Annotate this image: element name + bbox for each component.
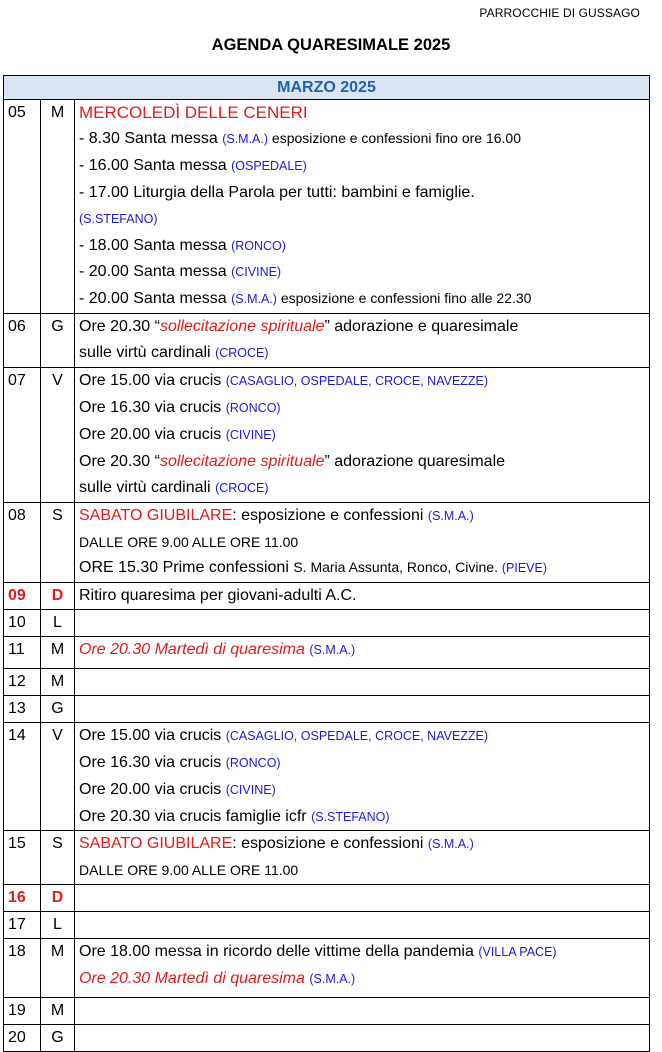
event-line: Ore 16.30 via crucis (RONCO) <box>79 753 281 771</box>
day-of-week: V <box>41 722 75 831</box>
day-number: 09 <box>4 583 41 610</box>
event-line: ORE 15.30 Prime confessioni S. Maria Assunta, Ronco, Civine. (PIEVE) <box>79 559 548 577</box>
day-of-week: D <box>41 583 75 610</box>
event-cell <box>75 997 650 1024</box>
day-row-06 <box>4 314 650 368</box>
event-cell <box>75 637 650 669</box>
event-cell <box>75 583 650 610</box>
event-cell <box>75 1024 650 1051</box>
event-line: - 20.00 Santa messa (S.M.A.) esposizione e confessioni fino alle 22.30 <box>79 290 532 308</box>
event-line: (S.STEFANO) <box>79 211 158 226</box>
day-number: 17 <box>4 912 41 939</box>
day-of-week: M <box>41 637 75 669</box>
event-line: Ore 20.30 “sollecitazione spirituale” adorazione quaresimale <box>79 452 506 470</box>
day-number: 18 <box>4 939 41 998</box>
event-line: sulle virtù cardinali (CROCE) <box>79 478 269 496</box>
day-of-week: M <box>41 997 75 1024</box>
day-number: 12 <box>4 669 41 696</box>
day-row-13 <box>4 695 650 722</box>
day-row-16 <box>4 885 650 912</box>
event-cell <box>75 610 650 637</box>
event-line: DALLE ORE 9.00 ALLE ORE 11.00 <box>79 533 299 550</box>
day-of-week: M <box>41 939 75 998</box>
day-number: 16 <box>4 885 41 912</box>
event-line: Ore 20.30 Martedì di quaresima (S.M.A.) <box>79 969 356 987</box>
event-cell <box>75 939 650 998</box>
event-cell <box>75 831 650 885</box>
day-row-08 <box>4 502 650 583</box>
day-row-15 <box>4 831 650 885</box>
day-row-07 <box>4 368 650 503</box>
day-of-week: M <box>41 100 75 314</box>
day-row-20 <box>4 1024 650 1051</box>
day-number: 20 <box>4 1024 41 1051</box>
day-row-17 <box>4 912 650 939</box>
event-cell <box>75 502 650 583</box>
day-of-week: S <box>41 831 75 885</box>
parish-name: PARROCCHIE DI GUSSAGO <box>479 6 640 20</box>
day-number: 19 <box>4 997 41 1024</box>
event-line: SABATO GIUBILARE: esposizione e confessioni (S.M.A.) <box>79 835 474 853</box>
event-cell <box>75 100 650 314</box>
day-of-week: L <box>41 610 75 637</box>
day-number: 13 <box>4 695 41 722</box>
day-row-11 <box>4 637 650 669</box>
event-line: Ore 20.30 “sollecitazione spirituale” adorazione e quaresimale <box>79 318 519 336</box>
day-number: 06 <box>4 314 41 368</box>
event-cell <box>75 695 650 722</box>
day-number: 10 <box>4 610 41 637</box>
event-line: Ore 20.00 via crucis (CIVINE) <box>79 780 276 798</box>
event-line: Ore 20.30 via crucis famiglie icfr (S.STEFANO) <box>79 807 390 825</box>
event-line: Ore 18.00 messa in ricordo delle vittime della pandemia (VILLA PACE) <box>79 943 557 961</box>
event-line: - 20.00 Santa messa (CIVINE) <box>79 263 282 281</box>
event-cell <box>75 722 650 831</box>
day-of-week: S <box>41 502 75 583</box>
event-cell <box>75 912 650 939</box>
event-line: Ore 15.00 via crucis (CASAGLIO, OSPEDALE, CROCE, NAVEZZE) <box>79 726 489 744</box>
event-line: sulle virtù cardinali (CROCE) <box>79 344 269 362</box>
day-row-18 <box>4 939 650 998</box>
day-row-05 <box>4 100 650 314</box>
event-line: - 8.30 Santa messa (S.M.A.) esposizione e confessioni fino ore 16.00 <box>79 129 521 147</box>
day-of-week: G <box>41 314 75 368</box>
event-line: Ore 16.30 via crucis (RONCO) <box>79 398 281 416</box>
event-line: DALLE ORE 9.00 ALLE ORE 11.00 <box>79 862 299 879</box>
day-of-week: M <box>41 669 75 696</box>
event-cell <box>75 314 650 368</box>
month-header: MARZO 2025 <box>4 76 650 100</box>
month-header-row <box>4 76 650 100</box>
event-line: - 16.00 Santa messa (OSPEDALE) <box>79 156 307 174</box>
day-row-09 <box>4 583 650 610</box>
day-of-week: G <box>41 1024 75 1051</box>
day-number: 05 <box>4 100 41 314</box>
day-number: 15 <box>4 831 41 885</box>
event-cell <box>75 885 650 912</box>
day-of-week: V <box>41 368 75 503</box>
day-of-week: G <box>41 695 75 722</box>
event-line: Ore 20.30 Martedì di quaresima (S.M.A.) <box>79 641 356 659</box>
day-row-10 <box>4 610 650 637</box>
day-row-19 <box>4 997 650 1024</box>
day-of-week: L <box>41 912 75 939</box>
event-line: Ore 15.00 via crucis (CASAGLIO, OSPEDALE, CROCE, NAVEZZE) <box>79 372 489 390</box>
event-line: Ritiro quaresima per giovani-adulti A.C. <box>79 587 357 605</box>
day-number: 07 <box>4 368 41 503</box>
page-title: AGENDA QUARESIMALE 2025 <box>211 36 451 54</box>
day-of-week: D <box>41 885 75 912</box>
event-line: - 17.00 Liturgia della Parola per tutti: bambini e famiglie. <box>79 183 475 201</box>
day-number: 14 <box>4 722 41 831</box>
event-line: Ore 20.00 via crucis (CIVINE) <box>79 425 276 443</box>
day-number: 11 <box>4 637 41 669</box>
event-line: SABATO GIUBILARE: esposizione e confessioni (S.M.A.) <box>79 506 474 524</box>
event-line: - 18.00 Santa messa (RONCO) <box>79 236 286 254</box>
event-cell <box>75 368 650 503</box>
event-cell <box>75 669 650 696</box>
agenda-table <box>3 75 650 1052</box>
day-number: 08 <box>4 502 41 583</box>
day-row-14 <box>4 722 650 831</box>
day-row-12 <box>4 669 650 696</box>
event-line: MERCOLEDÌ DELLE CENERI <box>79 103 308 122</box>
